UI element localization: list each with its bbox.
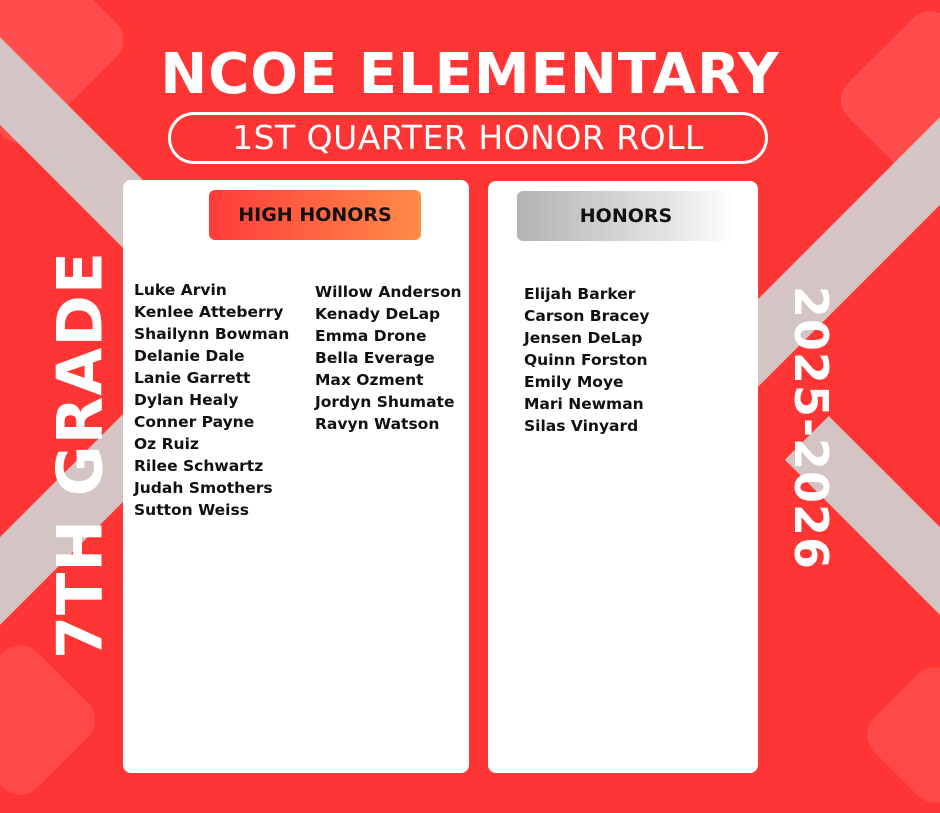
list-item: Bella Everage [315,349,435,367]
list-item: Conner Payne [134,413,255,431]
list-item: Emily Moye [524,373,624,391]
honors-list [524,283,650,437]
list-item: Max Ozment [315,371,424,389]
school-year-label: 2025-2026 [784,285,838,571]
list-item: Sutton Weiss [134,501,249,519]
background-tile-bottom-left [0,635,105,805]
school-title: NCOE ELEMENTARY [160,42,780,107]
list-item: Delanie Dale [134,347,245,365]
honor-roll-subtitle: 1ST QUARTER HONOR ROLL [168,112,768,164]
list-item: Emma Drone [315,327,427,345]
honors-panel [488,181,758,773]
list-item: Shailynn Bowman [134,325,290,343]
list-item: Dylan Healy [134,391,239,409]
honors-header: HONORS [517,191,735,241]
list-item: Ravyn Watson [315,415,440,433]
list-item: Lanie Garrett [134,369,251,387]
list-item: Jordyn Shumate [315,393,455,411]
list-item: Quinn Forston [524,351,648,369]
high-honors-header: HIGH HONORS [209,190,421,240]
list-item: Judah Smothers [134,479,273,497]
list-item: Willow Anderson [315,283,462,301]
high-honors-list-column-1 [134,279,289,521]
list-item: Silas Vinyard [524,417,639,435]
list-item: Mari Newman [524,395,644,413]
list-item: Oz Ruiz [134,435,199,453]
grade-label: 7TH GRADE [43,250,117,660]
background-tile-bottom-right [857,657,940,813]
list-item: Elijah Barker [524,285,636,303]
list-item: Kenady DeLap [315,305,441,323]
list-item: Luke Arvin [134,281,227,299]
high-honors-list-column-2 [315,281,462,435]
list-item: Carson Bracey [524,307,650,325]
list-item: Kenlee Atteberry [134,303,284,321]
list-item: Rilee Schwartz [134,457,264,475]
list-item: Jensen DeLap [524,329,643,347]
